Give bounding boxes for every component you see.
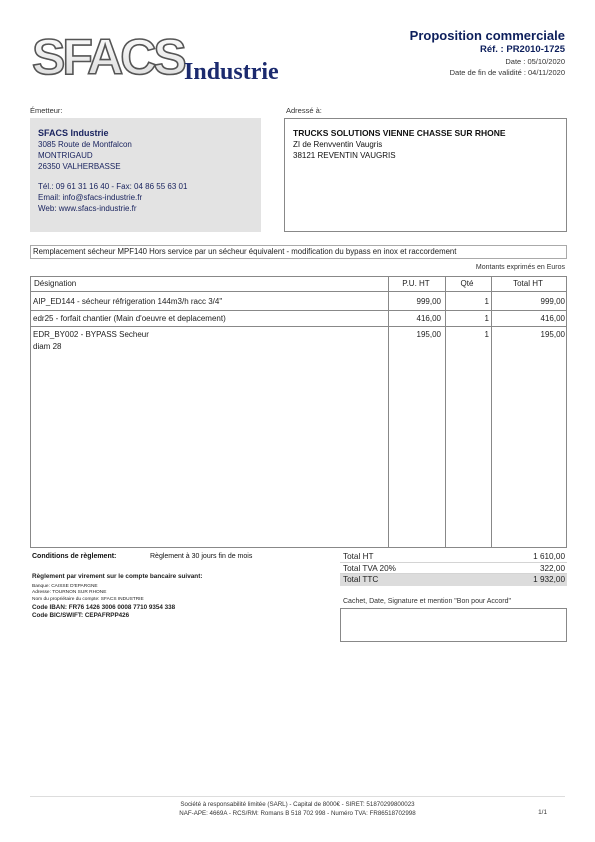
bank-address: Adresse: TOURNON SUR RHONE — [32, 590, 107, 596]
total-ht-label: Total HT — [343, 552, 374, 561]
logo-sub-text: Industrie — [184, 59, 279, 85]
cell-quantity: 1 — [484, 297, 489, 306]
cell-designation: edr25 - forfait chantier (Main d'oeuvre et deplacement) — [33, 314, 226, 323]
cell-unit-price: 999,00 — [416, 297, 441, 306]
sender-address-line3: 26350 VALHERBASSE — [38, 162, 121, 171]
sender-box — [30, 118, 261, 232]
document-reference: Réf. : PR2010-1725 — [479, 44, 565, 55]
bank-details — [32, 573, 322, 619]
table-header-row — [31, 277, 566, 292]
table-row — [31, 311, 566, 327]
totals-block — [340, 551, 567, 586]
bank-heading: Règlement par virement sur le compte bancaire suivant: — [32, 573, 203, 580]
total-ttc-label: Total TTC — [343, 575, 379, 584]
sender-name: SFACS Industrie — [38, 128, 109, 138]
header-designation: Désignation — [34, 279, 77, 288]
footer-line2: NAF-APE: 4669A - RCS/RM: Romans B 518 702 998 - Numéro TVA: FR86518702998 — [179, 810, 416, 817]
validity-date: Date de fin de validité : 04/11/2020 — [449, 68, 565, 77]
recipient-address-line1: ZI de Renvventin Vaugris — [293, 140, 383, 149]
sender-address-line1: 3085 Route de Montfalcon — [38, 140, 132, 149]
table-row — [31, 294, 566, 311]
total-tva-label: Total TVA 20% — [343, 563, 396, 573]
total-ht-row — [340, 551, 567, 563]
company-logo — [32, 30, 317, 88]
quote-object: Remplacement sécheur MPF140 Hors service par un sécheur équivalent - modification du bypass en inox et raccordement — [30, 245, 567, 259]
payment-conditions-label: Conditions de règlement: — [32, 553, 117, 560]
cell-unit-price: 195,00 — [416, 330, 441, 339]
document-header — [410, 28, 565, 77]
bank-account-owner: Nom du propriétaire du compte: SFACS INDUSTRIE — [32, 597, 144, 603]
header-unit-price: P.U. HT — [402, 279, 430, 288]
items-table — [30, 276, 567, 548]
cell-designation-detail: diam 28 — [33, 342, 62, 351]
document-date: Date : 05/10/2020 — [505, 57, 565, 66]
recipient-box — [284, 118, 567, 232]
sender-email[interactable]: Email: info@sfacs-industrie.fr — [38, 193, 143, 202]
sender-address-line2: MONTRIGAUD — [38, 151, 93, 160]
signature-box[interactable] — [340, 608, 567, 642]
document-title: Proposition commerciale — [409, 28, 565, 43]
total-ttc-row — [340, 574, 567, 586]
logo-main-text: SFACS — [32, 30, 184, 85]
sender-website[interactable]: Web: www.sfacs-industrie.fr — [38, 204, 137, 213]
recipient-address-line2: 38121 REVENTIN VAUGRIS — [293, 151, 396, 160]
payment-conditions — [32, 553, 253, 560]
cell-quantity: 1 — [484, 314, 489, 323]
bank-name: Banque: CAISSE D'EPARGNE — [32, 583, 98, 589]
sender-label: Émetteur: — [30, 106, 63, 115]
header-quantity: Qté — [460, 279, 474, 288]
header-total: Total HT — [513, 279, 543, 288]
cell-unit-price: 416,00 — [416, 314, 441, 323]
cell-quantity: 1 — [484, 330, 489, 339]
total-tva-row — [340, 563, 567, 575]
cell-total: 195,00 — [540, 330, 565, 339]
cell-total: 416,00 — [540, 314, 565, 323]
payment-conditions-value: Règlement à 30 jours fin de mois — [150, 553, 253, 560]
table-row — [31, 327, 566, 357]
legal-footer — [30, 800, 565, 818]
page-number: 1/1 — [538, 809, 547, 816]
bank-bic: Code BIC/SWIFT: CEPAFRPP426 — [32, 611, 130, 619]
total-ht-value: 1 610,00 — [533, 552, 565, 561]
bank-iban: Code IBAN: FR76 1426 3006 0008 7710 9354 338 — [32, 603, 176, 611]
total-ttc-value: 1 932,00 — [533, 575, 565, 584]
signature-label: Cachet, Date, Signature et mention "Bon pour Accord" — [343, 598, 512, 605]
recipient-label: Adressé à: — [286, 106, 322, 115]
sender-phone: Tél.: 09 61 31 16 40 - Fax: 04 86 55 63 01 — [38, 182, 188, 191]
recipient-name: TRUCKS SOLUTIONS VIENNE CHASSE SUR RHONE — [293, 128, 506, 138]
footer-divider — [30, 796, 565, 797]
currency-note: Montants exprimés en Euros — [475, 264, 565, 271]
footer-line1: Société à responsabilité limitée (SARL) - Capital de 8000€ - SIRET: 51870299800023 — [180, 801, 415, 808]
total-tva-value: 322,00 — [539, 563, 565, 573]
cell-designation: EDR_BY002 - BYPASS Secheur — [33, 330, 149, 339]
cell-total: 999,00 — [540, 297, 565, 306]
cell-designation: AIP_ED144 - sécheur réfrigeration 144m3/h racc 3/4" — [33, 297, 223, 306]
